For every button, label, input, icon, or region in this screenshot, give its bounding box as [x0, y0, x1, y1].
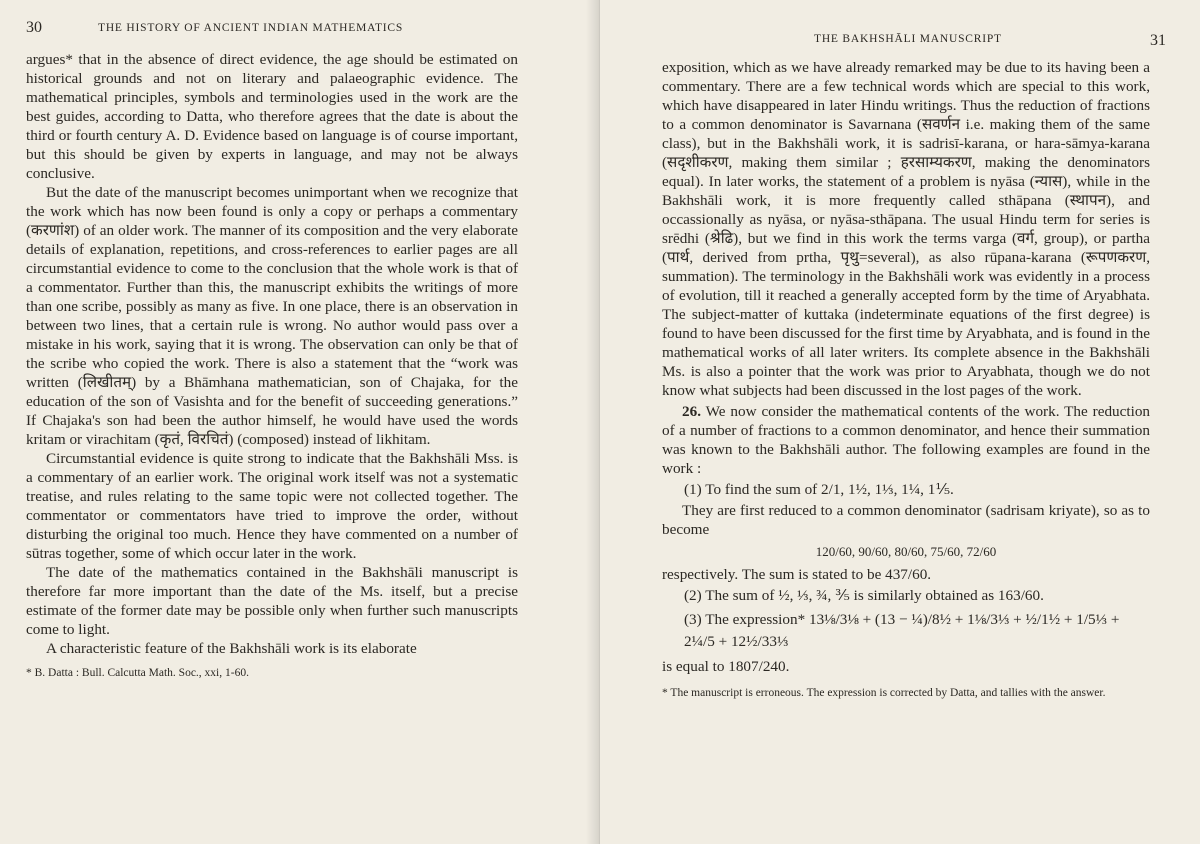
left-header-title: THE HISTORY OF ANCIENT INDIAN MATHEMATICS [98, 22, 404, 34]
left-paragraph-2: But the date of the manuscript becomes unimportant when we recognize that the work which has now been found is only a copy or perhaps a commentary (करणांश) of an older work. The manner of its composition and the very elaborate details of explanation, repetitions, and cross-references to earlier pages are all circumstantial evidence to come to the conclusion that the whole work is that of a commentator. Further than this, the manuscript exhibits the writings of more than one scribe, possibly as many as five. In one place, there is an observation in between two lines, that a certain rule is wrong. No author would pass over a mistake in his work, saying that it is wrong. The observation can only be that of the scribe who copied the work. There is also a statement that the “work was written (लिखीतम्) by a Bhāmhana mathematician, son of Chajaka, for the education of the son of Vasishta and for the benefit of succeeding generations.” If Chajaka's son had been the author himself, he would have used the words kritam or virachitam (कृतं, विरचितं) (composed) instead of likhitam. [26, 184, 518, 448]
example-1: (1) To find the sum of 2/1, 1½, 1⅓, 1¼, 1⅕. [684, 481, 954, 498]
example-2: (2) The sum of ½, ⅓, ¾, ⅗ is similarly obtained as 163/60. [684, 587, 1044, 604]
left-paragraph-3: Circumstantial evidence is quite strong to indicate that the Bakhshāli Mss. is a commentary of an earlier work. The original work itself was not a systematic treatise, and rules relating to the same topic were not collected together. The commentator or commentators have tried to improve the order, without disturbing the original too much. Hence they have commented on a number of sūtras together, some of which occur later in the work. [26, 450, 518, 562]
left-page-number: 30 [26, 19, 42, 36]
left-footnote: * B. Datta : Bull. Calcutta Math. Soc., xxi, 1-60. [26, 667, 249, 679]
right-running-header [662, 30, 1166, 58]
left-paragraph-1: argues* that in the absence of direct evidence, the age should be estimated on historical grounds and not on literary and palaeographic evidence. The mathematical principles, symbols and terminologies used in the work are the best guides, according to Datta, who therefore agrees that the date is about the third or fourth century A. D. Evidence based on language is of course important, but this should be given by experts in language, and may not be always conclusive. [26, 51, 518, 182]
left-paragraph-4: The date of the mathematics contained in the Bakhshāli manuscript is therefore far more important than the date of the Ms. itself, but a precise estimate of the former date may be possible only when further such manuscripts come to light. [26, 564, 518, 638]
section-text: We now consider the mathematical contents of the work. The reduction of a number of fractions to a common denominator, and hence their summation was known to the Bakhshāli author. The following examples are found in the work : [662, 403, 1151, 477]
right-footnote: * The manuscript is erroneous. The expression is corrected by Datta, and tallies with the answer. [662, 687, 1106, 699]
right-page-number: 31 [1150, 32, 1166, 49]
example-3-expression: (3) The expression* 13⅛/3⅛ + (13 − ¼)/8½ + 1⅛/3⅓ + ½/1½ + 1/5⅓ + 2¼/5 + 12½/33⅓ [684, 611, 1120, 650]
right-paragraph-1: exposition, which as we have already remarked may be due to its having been a commentary. There are a few technical words which are special to this work, which have disappeared in later Hindu writings. Thus the reduction of fractions to a common denominator is Savarnana (सवर्णन i.e. making them of the same class), but in the Bakhshāli work, it is sadrisī-karana, or hara-sāmya-karana (सदृशीकरण, making them similar ; हरसाम्यकरण, making the denominators equal). In later works, the statement of a problem is nyāsa (न्यास), while in the Bakhshāli work, it is more frequently called sthāpana (स्थापन), and occassionally as nyāsa, or nyāsa-sthāpana. The usual Hindu term for series is srēdhi (श्रेढि), but we find in this work the terms varga (वर्ग, group), or partha (पार्थ, derived from prtha, पृथु=several), as also rūpana-karana (रूपणकरण, summation). The terminology in the Bakhshāli work was evidently in a process of evolution, till it reached a generally accepted form by the time of Aryabhata. The subject-matter of kuttaka (indeterminate equations of the first degree) is found to have been discussed for the first time by Aryabhata, and is found in the mathematical works of all later writers. Its complete absence in the Bakhshāli Ms. is also a pointer that the work was prior to Aryabhata, though we do not know what subjects had been discussed in the lost pages of the work. [662, 59, 1150, 399]
section-number: 26. [682, 403, 701, 420]
left-running-header [26, 19, 518, 50]
respectively-line: respectively. The sum is stated to be 437/60. [662, 566, 932, 583]
right-paragraph-3: They are first reduced to a common denominator (sadrisam kriyate), so as to become [662, 502, 1150, 538]
equal-to-line: is equal to 1807/240. [662, 658, 790, 675]
right-paragraph-2 [662, 402, 1150, 478]
right-page [600, 0, 1200, 844]
left-paragraph-5: A characteristic feature of the Bakhshāli work is its elaborate [46, 640, 417, 657]
right-header-title: THE BAKHSHĀLI MANUSCRIPT [814, 33, 1002, 45]
fractions-line: 120/60, 90/60, 80/60, 75/60, 72/60 [815, 544, 997, 559]
